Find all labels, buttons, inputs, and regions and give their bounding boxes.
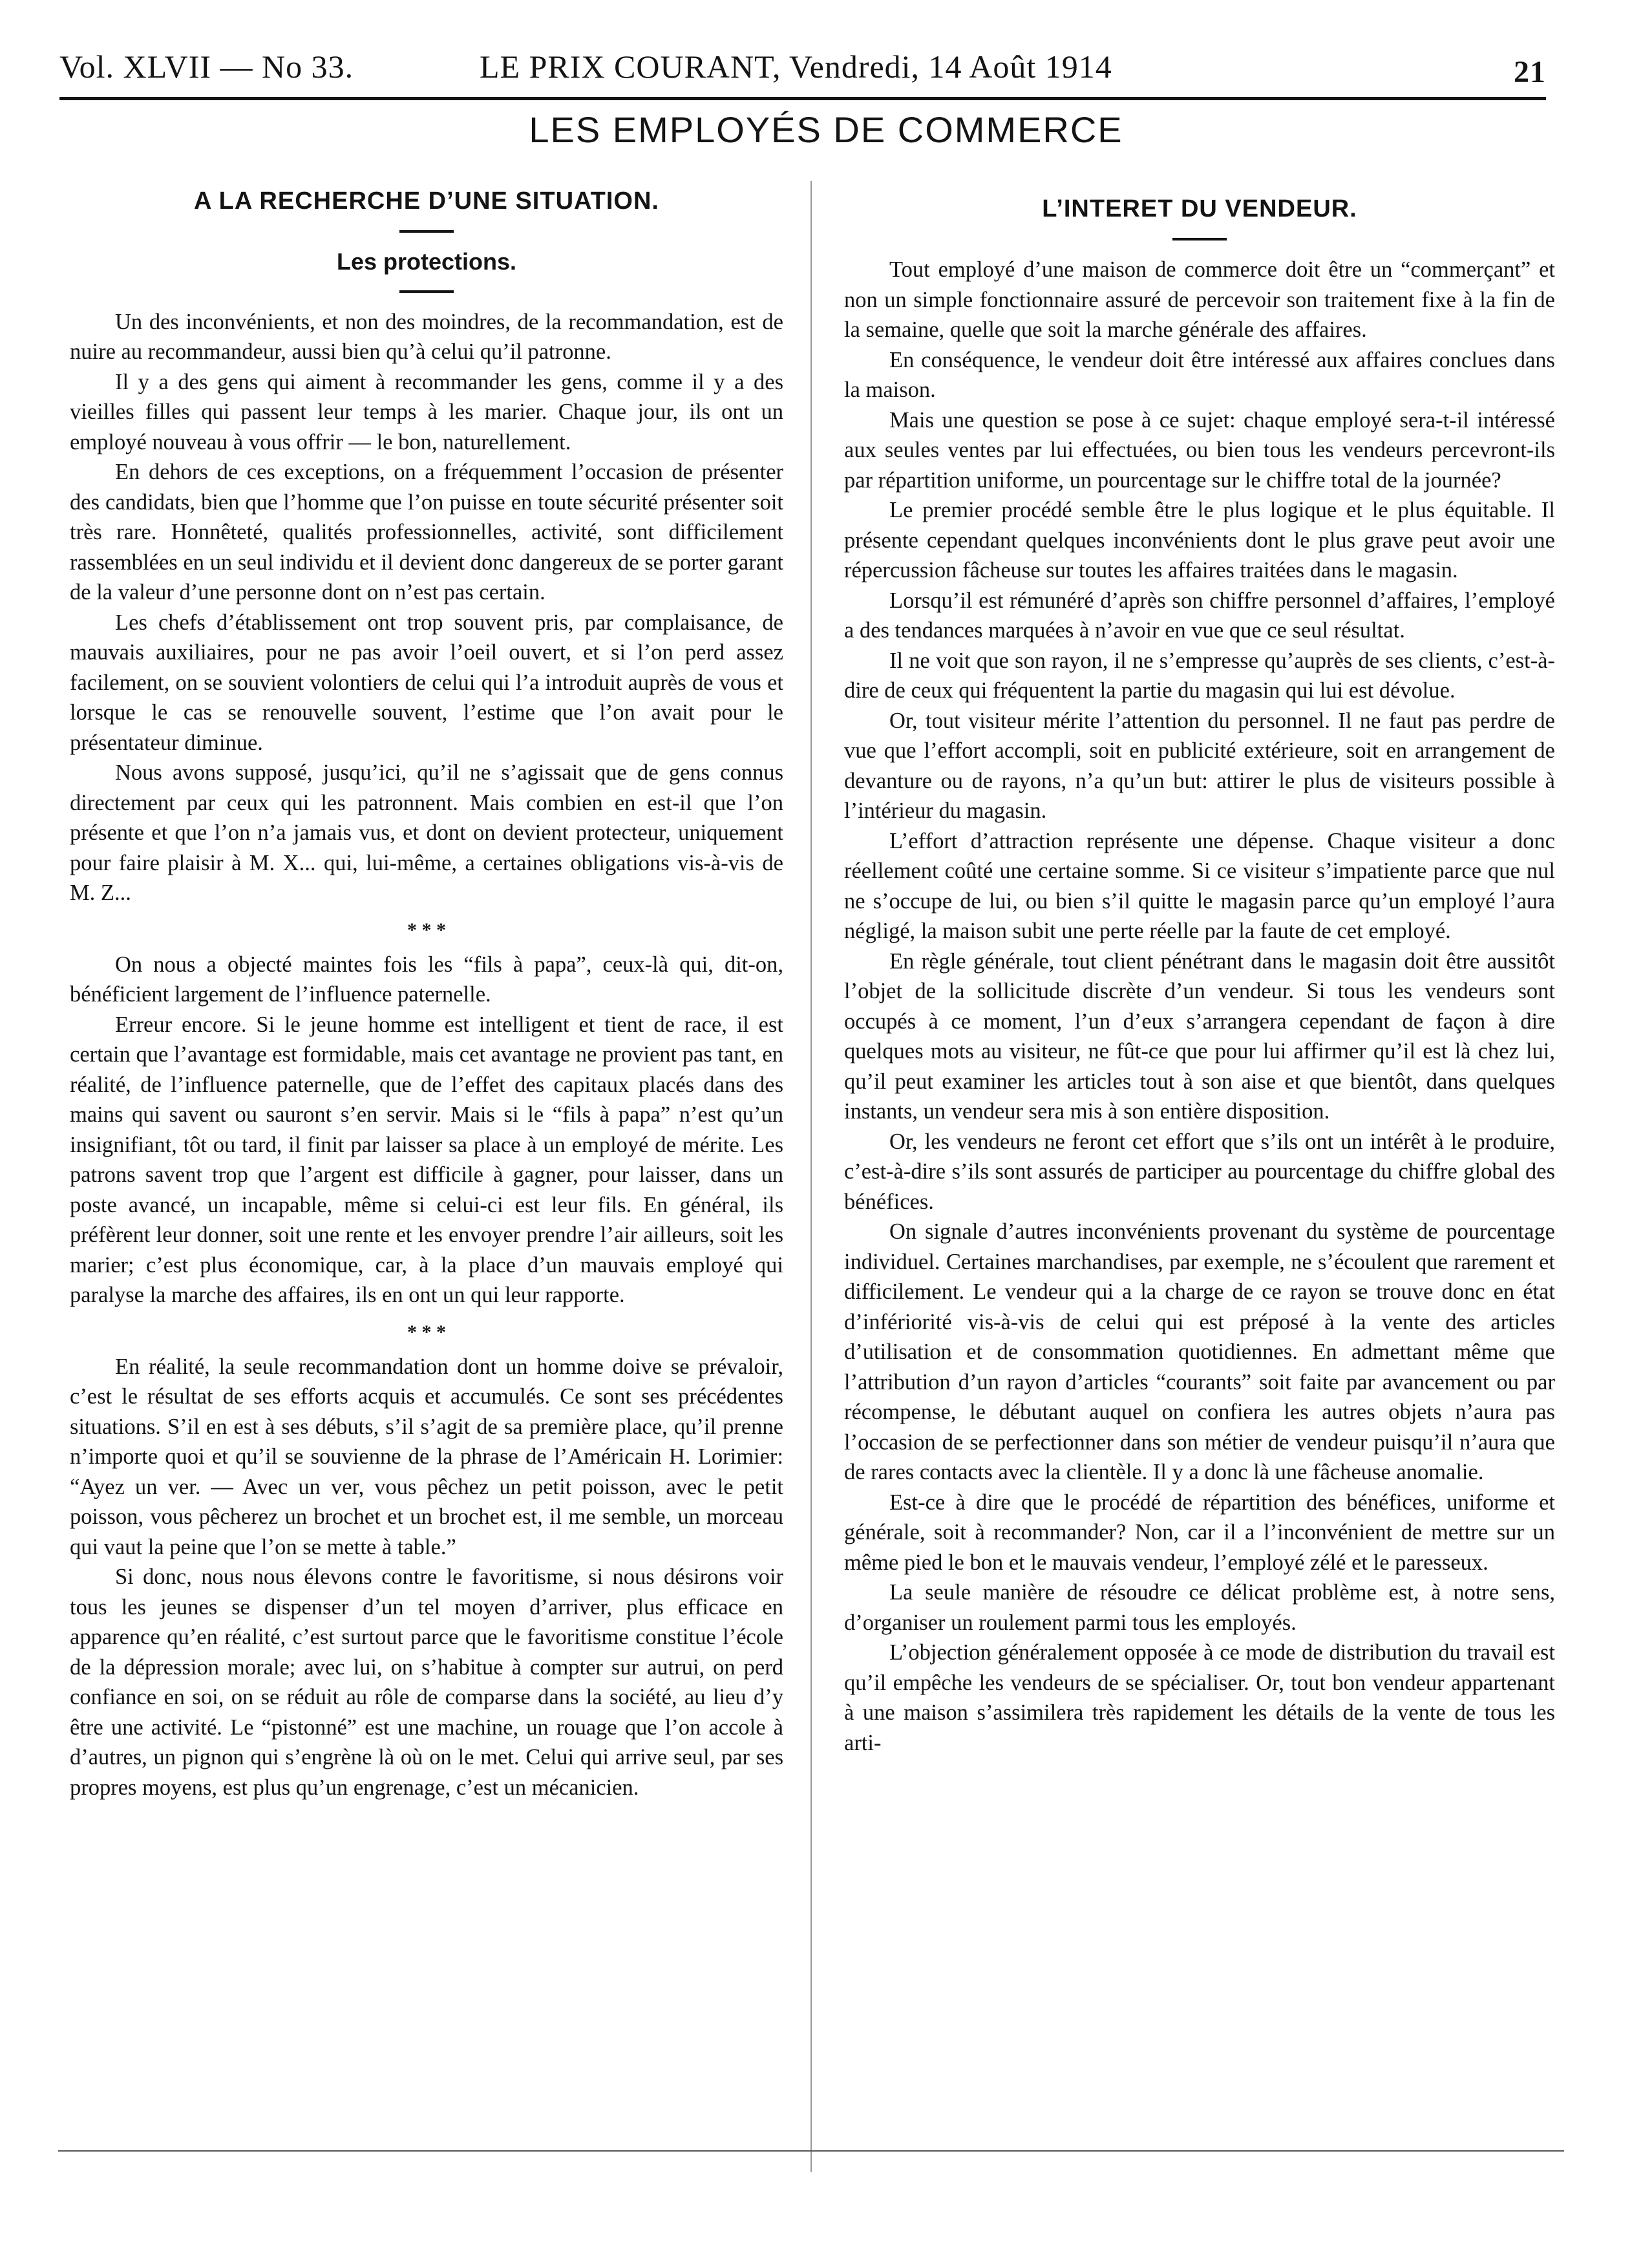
paragraph: En conséquence, le vendeur doit être intéressé aux affaires conclues dans la maison. xyxy=(844,347,1555,402)
paragraph: Est-ce à dire que le procédé de répartition des bénéfices, uniforme et générale, soit à recommander? Non, car il a l’inconvénient de mettre sur un même pied le bon et le mauvais vendeur, l’employé zélé et le paresseux. xyxy=(844,1490,1555,1575)
header-rule xyxy=(59,97,1546,100)
running-header xyxy=(59,39,1546,91)
paragraph: On nous a objecté maintes fois les “fils à papa”, ceux-là qui, dit-on, bénéficient largement de l’influence paternelle. xyxy=(70,952,783,1007)
paragraph: Les chefs d’établissement ont trop souvent pris, par complaisance, de mauvais auxiliaires, pour ne pas avoir l’oeil ouvert, et si l’on perd assez facilement, on se souvient volontiers de celui qui l’a introduit auprès de vous et lorsque le cas se renouvelle souvent, l’estime que l’on avait pour le présentateur diminue. xyxy=(70,610,783,755)
paragraph: Tout employé d’une maison de commerce doit être un “commerçant” et non un simple fonctionnaire assuré de percevoir son traitement fixe à la fin de la semaine, quelle que soit la marche générale des affaires. xyxy=(844,257,1555,342)
paragraph: Erreur encore. Si le jeune homme est intelligent et tient de race, il est certain que l’avantage est formidable, mais cet avantage ne provient pas tant, en réalité, de l’influence paternelle, que de l’effet des capitaux placés dans des mains qui savent ou sauront s’en servir. Mais si le “fils à papa” n’est qu’un insignifiant, tôt ou tard, il finit par laisser sa place à un employé de mérite. Les patrons savent trop que l’argent est difficile à gagner, pour laisser, dans un poste avancé, un incapable, même si celui-ci est leur fils. En général, ils préfèrent leur donner, soit une rente et les envoyer prendre l’air ailleurs, soit les marier; c’est plus économique, car, à la place d’un mauvais employé qui paralyse la marche des affaires, ils en ont un qui leur rapporte. xyxy=(70,1012,783,1307)
page-bottom-rule xyxy=(58,2150,1564,2152)
paragraph: En réalité, la seule recommandation dont un homme doive se prévaloir, c’est le résultat de ses efforts acquis et accumulés. Ce sont ses précédentes situations. S’il en est à ses débuts, s’il s’agit de sa première place, qu’il prenne n’importe quoi et qu’il se souvienne de la phrase de l’Américain H. Lorimier: “Ayez un ver. — Avec un ver, vous pêchez un petit poisson, avec le petit poisson, vous pêcherez un brochet et un brochet est, il me semble, un morceau qui vaut la peine que l’on se mette à table.” xyxy=(70,1354,783,1559)
paragraph: En dehors de ces exceptions, on a fréquemment l’occasion de présenter des candidats, bien que l’homme que l’on puisse en toute sécurité présenter soit très rare. Honnêteté, qualités professionnelles, activité, sont difficilement rassemblées en un seul individu et il devient donc dangereux de se porter garant de la valeur d’une personne dont on n’est pas certain. xyxy=(70,460,783,604)
asterism: * * * xyxy=(407,919,446,941)
asterism: * * * xyxy=(407,1321,446,1343)
paragraph: Or, tout visiteur mérite l’attention du personnel. Il ne faut pas perdre de vue que l’effort accompli, soit en publicité extérieure, soit en arrangement de devanture ou de rayons, n’a qu’un but: attirer le plus de visiteurs possible à l’intérieur du magasin. xyxy=(844,708,1555,823)
publication-line: LE PRIX COURANT, Vendredi, 14 Août 1914 xyxy=(480,48,1112,85)
page-number: 21 xyxy=(1514,55,1546,89)
paragraph: En règle générale, tout client pénétrant dans le magasin doit être aussitôt l’objet de la sollicitude discrète d’un vendeur. Si tous les vendeurs sont occupés à ce moment, l’un d’eux s’arrangera cependant de façon à dire quelques mots au visiteur, ne fût-ce que pour lui affirmer qu’il est là chez lui, qu’il peut examiner les articles tout à son aise et que bientôt, dans quelques instants, un vendeur sera mis à son entière disposition. xyxy=(844,948,1555,1124)
paragraph: La seule manière de résoudre ce délicat problème est, à notre sens, d’organiser un roulement parmi tous les employés. xyxy=(844,1580,1555,1635)
right-column xyxy=(844,173,1555,2197)
paragraph: L’effort d’attraction représente une dépense. Chaque visiteur a donc réellement coûté une certaine somme. Si ce visiteur s’impatiente parce que nul ne s’occupe de lui, ou bien s’il quitte le magasin parce qu’un employé l’aura négligé, la maison subit une perte réelle par la faute de cet employé. xyxy=(844,828,1555,943)
left-column xyxy=(70,173,783,2197)
right-article-heading: L’INTERET DU VENDEUR. xyxy=(1042,195,1357,222)
paragraph: Nous avons supposé, jusqu’ici, qu’il ne s’agissait que de gens connus directement par ceux qui les patronnent. Mais combien en est-il que l’on présente et que l’on n’a jamais vus, et dont on devient protecteur, uniquement pour faire plaisir à M. X... qui, lui-même, a certaines obligations vis-à-vis de M. Z... xyxy=(70,760,783,905)
paragraph: Il y a des gens qui aiment à recommander les gens, comme il y a des vieilles filles qui passent leur temps à les marier. Chaque jour, ils ont un employé nouveau à vous offrir — le bon, naturellement. xyxy=(70,369,783,454)
page-title: LES EMPLOYÉS DE COMMERCE xyxy=(529,109,1123,150)
paragraph: On signale d’autres inconvénients provenant du système de pourcentage individuel. Certaines marchandises, par exemple, ne s’écoulent que rarement et difficilement. Le vendeur qui a la charge de ce rayon se trouve donc en état d’infériorité vis-à-vis de celui qui est préposé à la vente des articles d’utilisation et de consommation quotidiennes. En admettant même que l’attribution d’un rayon d’articles “courants” soit faite par avancement ou par récompense, le débutant auquel on confiera les autres objets n’aura pas l’occasion de se perfectionner dans son métier de vendeur puisqu’il n’aura que de rares contacts avec la clientèle. Il y a donc là une fâcheuse anomalie. xyxy=(844,1219,1555,1484)
paragraph: Si donc, nous nous élevons contre le favoritisme, si nous désirons voir tous les jeunes se dispenser d’un tel moyen d’arriver, plus efficace en apparence qu’en réalité, c’est surtout parce que le favoritisme constitue l’école de la dépression morale; avec lui, on s’habitue à compter sur autrui, on perd confiance en soi, on se réduit au rôle de comparse dans la société, au lieu d’y être une activité. Le “pistonné” est une machine, un rouage que l’on accole à d’autres, un pignon qui s’engrène là où on le met. Celui qui arrive seul, par ses propres moyens, est plus qu’un engrenage, c’est un mécanicien. xyxy=(70,1565,783,1800)
paragraph: Il ne voit que son rayon, il ne s’empresse qu’auprès de ses clients, c’est-à-dire de ceux qui fréquentent la partie du magasin qui lui est dévolue. xyxy=(844,648,1555,703)
paragraph: Lorsqu’il est rémunéré d’après son chiffre personnel d’affaires, l’employé a des tendances marquées à n’avoir en vue que ce seul résultat. xyxy=(844,588,1555,643)
subheading-rule xyxy=(399,290,454,293)
left-article-heading: A LA RECHERCHE D’UNE SITUATION. xyxy=(194,187,659,215)
paragraph: L’objection généralement opposée à ce mode de distribution du travail est qu’il empêche les vendeurs de se spécialiser. Or, tout bon vendeur appartenant à une maison s’assimilera très rapidement les détails de la vente de tous les arti- xyxy=(844,1640,1555,1755)
volume-number: Vol. XLVII — No 33. xyxy=(59,48,354,85)
heading-rule xyxy=(399,230,454,233)
paragraph: Mais une question se pose à ce sujet: chaque employé sera-t-il intéressé aux seules ventes par lui effectuées, ou bien tous les vendeurs percevront-ils par répartition uniforme, un pourcentage sur le chiffre total de la journée? xyxy=(844,407,1555,493)
paragraph: Le premier procédé semble être le plus logique et le plus équitable. Il présente cependant quelques inconvénients dont le plus grave peut avoir une répercussion fâcheuse sur toutes les affaires traitées dans le magasin. xyxy=(844,498,1555,583)
left-article-subheading: Les protections. xyxy=(336,248,517,275)
heading-rule xyxy=(1172,238,1227,240)
column-separator xyxy=(810,181,812,2172)
paragraph: Or, les vendeurs ne feront cet effort que s’ils ont un intérêt à le produire, c’est-à-dire s’ils sont assurés de participer au pourcentage du chiffre global des bénéfices. xyxy=(844,1129,1555,1214)
paragraph: Un des inconvénients, et non des moindres, de la recommandation, est de nuire au recommandeur, aussi bien qu’à celui qu’il patronne. xyxy=(70,309,783,364)
